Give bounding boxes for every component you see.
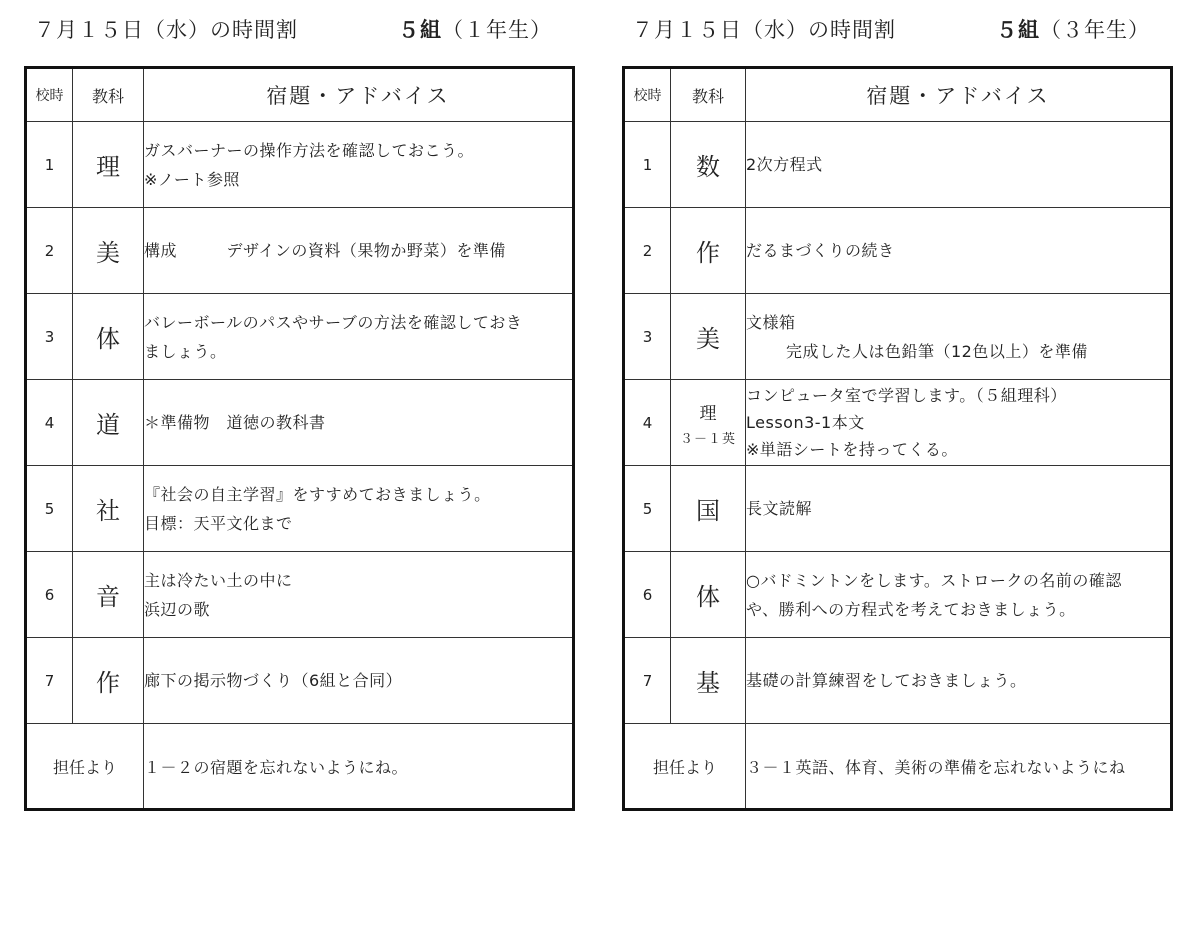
subject-note: ３－１英: [679, 431, 736, 447]
period-header: 校時: [26, 68, 73, 122]
advice-cell: [144, 122, 574, 208]
homeroom-row: [26, 724, 574, 810]
subject-name: 基: [671, 638, 746, 724]
advice-line: 長文読解: [746, 499, 813, 518]
advice-line: 廊下の掲示物づくり（6組と合同）: [144, 671, 403, 690]
period-header: 校時: [624, 68, 671, 122]
advice-line: や、勝利への方程式を考えておきましょう。: [746, 599, 1076, 619]
table-header-row: [624, 68, 1172, 122]
class-number: ５組: [996, 18, 1040, 42]
advice-line: 基礎の計算練習をしておきましょう。: [746, 671, 1027, 690]
advice-line: Lesson3-1本文: [746, 413, 865, 432]
subject-name: 社: [73, 466, 144, 552]
advice-line: ※単語シートを持ってくる。: [746, 440, 958, 459]
subject-name: 理: [699, 403, 717, 424]
advice-cell: [144, 208, 574, 294]
advice-header: 宿題・アドバイス: [746, 68, 1172, 122]
sheet-title: [622, 0, 1182, 66]
period-number: 7: [26, 638, 73, 724]
grade-label: （３年生）: [1040, 18, 1150, 42]
table-row: [624, 294, 1172, 380]
homeroom-row: [624, 724, 1172, 810]
subject-name: 美: [73, 208, 144, 294]
period-number: 6: [26, 552, 73, 638]
table-row: [26, 122, 574, 208]
advice-line: 主は冷たい土の中に: [144, 570, 293, 590]
table-row: [624, 208, 1172, 294]
advice-line: 構成 デザインの資料（果物か野菜）を準備: [144, 241, 506, 260]
period-number: 6: [624, 552, 671, 638]
period-number: 2: [26, 208, 73, 294]
advice-line: ＊準備物 道徳の教科書: [144, 413, 326, 432]
subject-name: 音: [73, 552, 144, 638]
advice-cell: [746, 208, 1172, 294]
period-number: 5: [624, 466, 671, 552]
class-number: ５組: [398, 18, 442, 42]
table-row: [624, 466, 1172, 552]
table-row: [624, 552, 1172, 638]
period-number: 3: [26, 294, 73, 380]
timetable-date: ７月１５日（水）の時間割: [34, 18, 298, 42]
advice-line: 文様箱: [746, 312, 796, 332]
subject-name: 作: [671, 208, 746, 294]
advice-cell: [746, 294, 1172, 380]
class-label: [398, 14, 552, 44]
advice-cell: [144, 466, 574, 552]
period-number: 4: [624, 380, 671, 466]
subject-name: 理: [73, 122, 144, 208]
table-row: [624, 380, 1172, 466]
period-number: 3: [624, 294, 671, 380]
table-row: [624, 638, 1172, 724]
homeroom-label: 担任より: [624, 724, 746, 810]
advice-line: 目標：天平文化まで: [144, 513, 293, 533]
table-row: [624, 122, 1172, 208]
advice-line: 完成した人は色鉛筆（12色以上）を準備: [786, 341, 1088, 361]
advice-line: ましょう。: [144, 341, 227, 361]
sheet-title: [24, 0, 584, 66]
advice-line: 浜辺の歌: [144, 599, 211, 619]
advice-cell: [746, 638, 1172, 724]
advice-line: コンピュータ室で学習します。（５組理科）: [746, 386, 1067, 405]
table-header-row: [26, 68, 574, 122]
advice-line: ガスバーナーの操作方法を確認しておこう。: [144, 140, 475, 160]
advice-header: 宿題・アドバイス: [144, 68, 574, 122]
advice-line: 2次方程式: [746, 155, 823, 174]
advice-cell: [144, 552, 574, 638]
table-row: [26, 294, 574, 380]
table-row: [26, 638, 574, 724]
subject-cell: [671, 380, 746, 466]
advice-line: ※ノート参照: [144, 169, 240, 189]
grade-label: （１年生）: [442, 18, 552, 42]
timetable-date: ７月１５日（水）の時間割: [632, 18, 896, 42]
advice-cell: [746, 122, 1172, 208]
advice-line: だるまづくりの続き: [746, 241, 895, 260]
homeroom-message: １－２の宿題を忘れないようにね。: [144, 724, 574, 810]
table-row: [26, 466, 574, 552]
homeroom-message: ３－１英語、体育、美術の準備を忘れないようにね: [746, 724, 1172, 810]
homeroom-label: 担任より: [26, 724, 144, 810]
period-number: 1: [26, 122, 73, 208]
advice-cell: [144, 638, 574, 724]
subject-name: 作: [73, 638, 144, 724]
period-number: 2: [624, 208, 671, 294]
period-number: 5: [26, 466, 73, 552]
advice-line: 『社会の自主学習』をすすめておきましょう。: [144, 484, 491, 504]
timetable-sheet-grade1: [24, 0, 584, 811]
advice-cell: [746, 466, 1172, 552]
advice-cell: [746, 552, 1172, 638]
timetable-table: [24, 66, 575, 811]
advice-line: バレーボールのパスやサーブの方法を確認しておき: [144, 312, 523, 332]
timetable-sheet-grade3: [622, 0, 1182, 811]
subject-name: 体: [671, 552, 746, 638]
subject-name: 体: [73, 294, 144, 380]
advice-cell: [144, 380, 574, 466]
advice-line: ○バドミントンをします。ストロークの名前の確認: [746, 570, 1122, 590]
subject-name: 美: [671, 294, 746, 380]
subject-name: 道: [73, 380, 144, 466]
period-number: 4: [26, 380, 73, 466]
subject-header: 教科: [73, 68, 144, 122]
subject-name: 国: [671, 466, 746, 552]
table-row: [26, 552, 574, 638]
table-row: [26, 208, 574, 294]
period-number: 7: [624, 638, 671, 724]
period-number: 1: [624, 122, 671, 208]
subject-header: 教科: [671, 68, 746, 122]
advice-cell: [144, 294, 574, 380]
class-label: [996, 14, 1150, 44]
timetable-table: [622, 66, 1173, 811]
subject-name: 数: [671, 122, 746, 208]
advice-cell: [746, 380, 1172, 466]
table-row: [26, 380, 574, 466]
